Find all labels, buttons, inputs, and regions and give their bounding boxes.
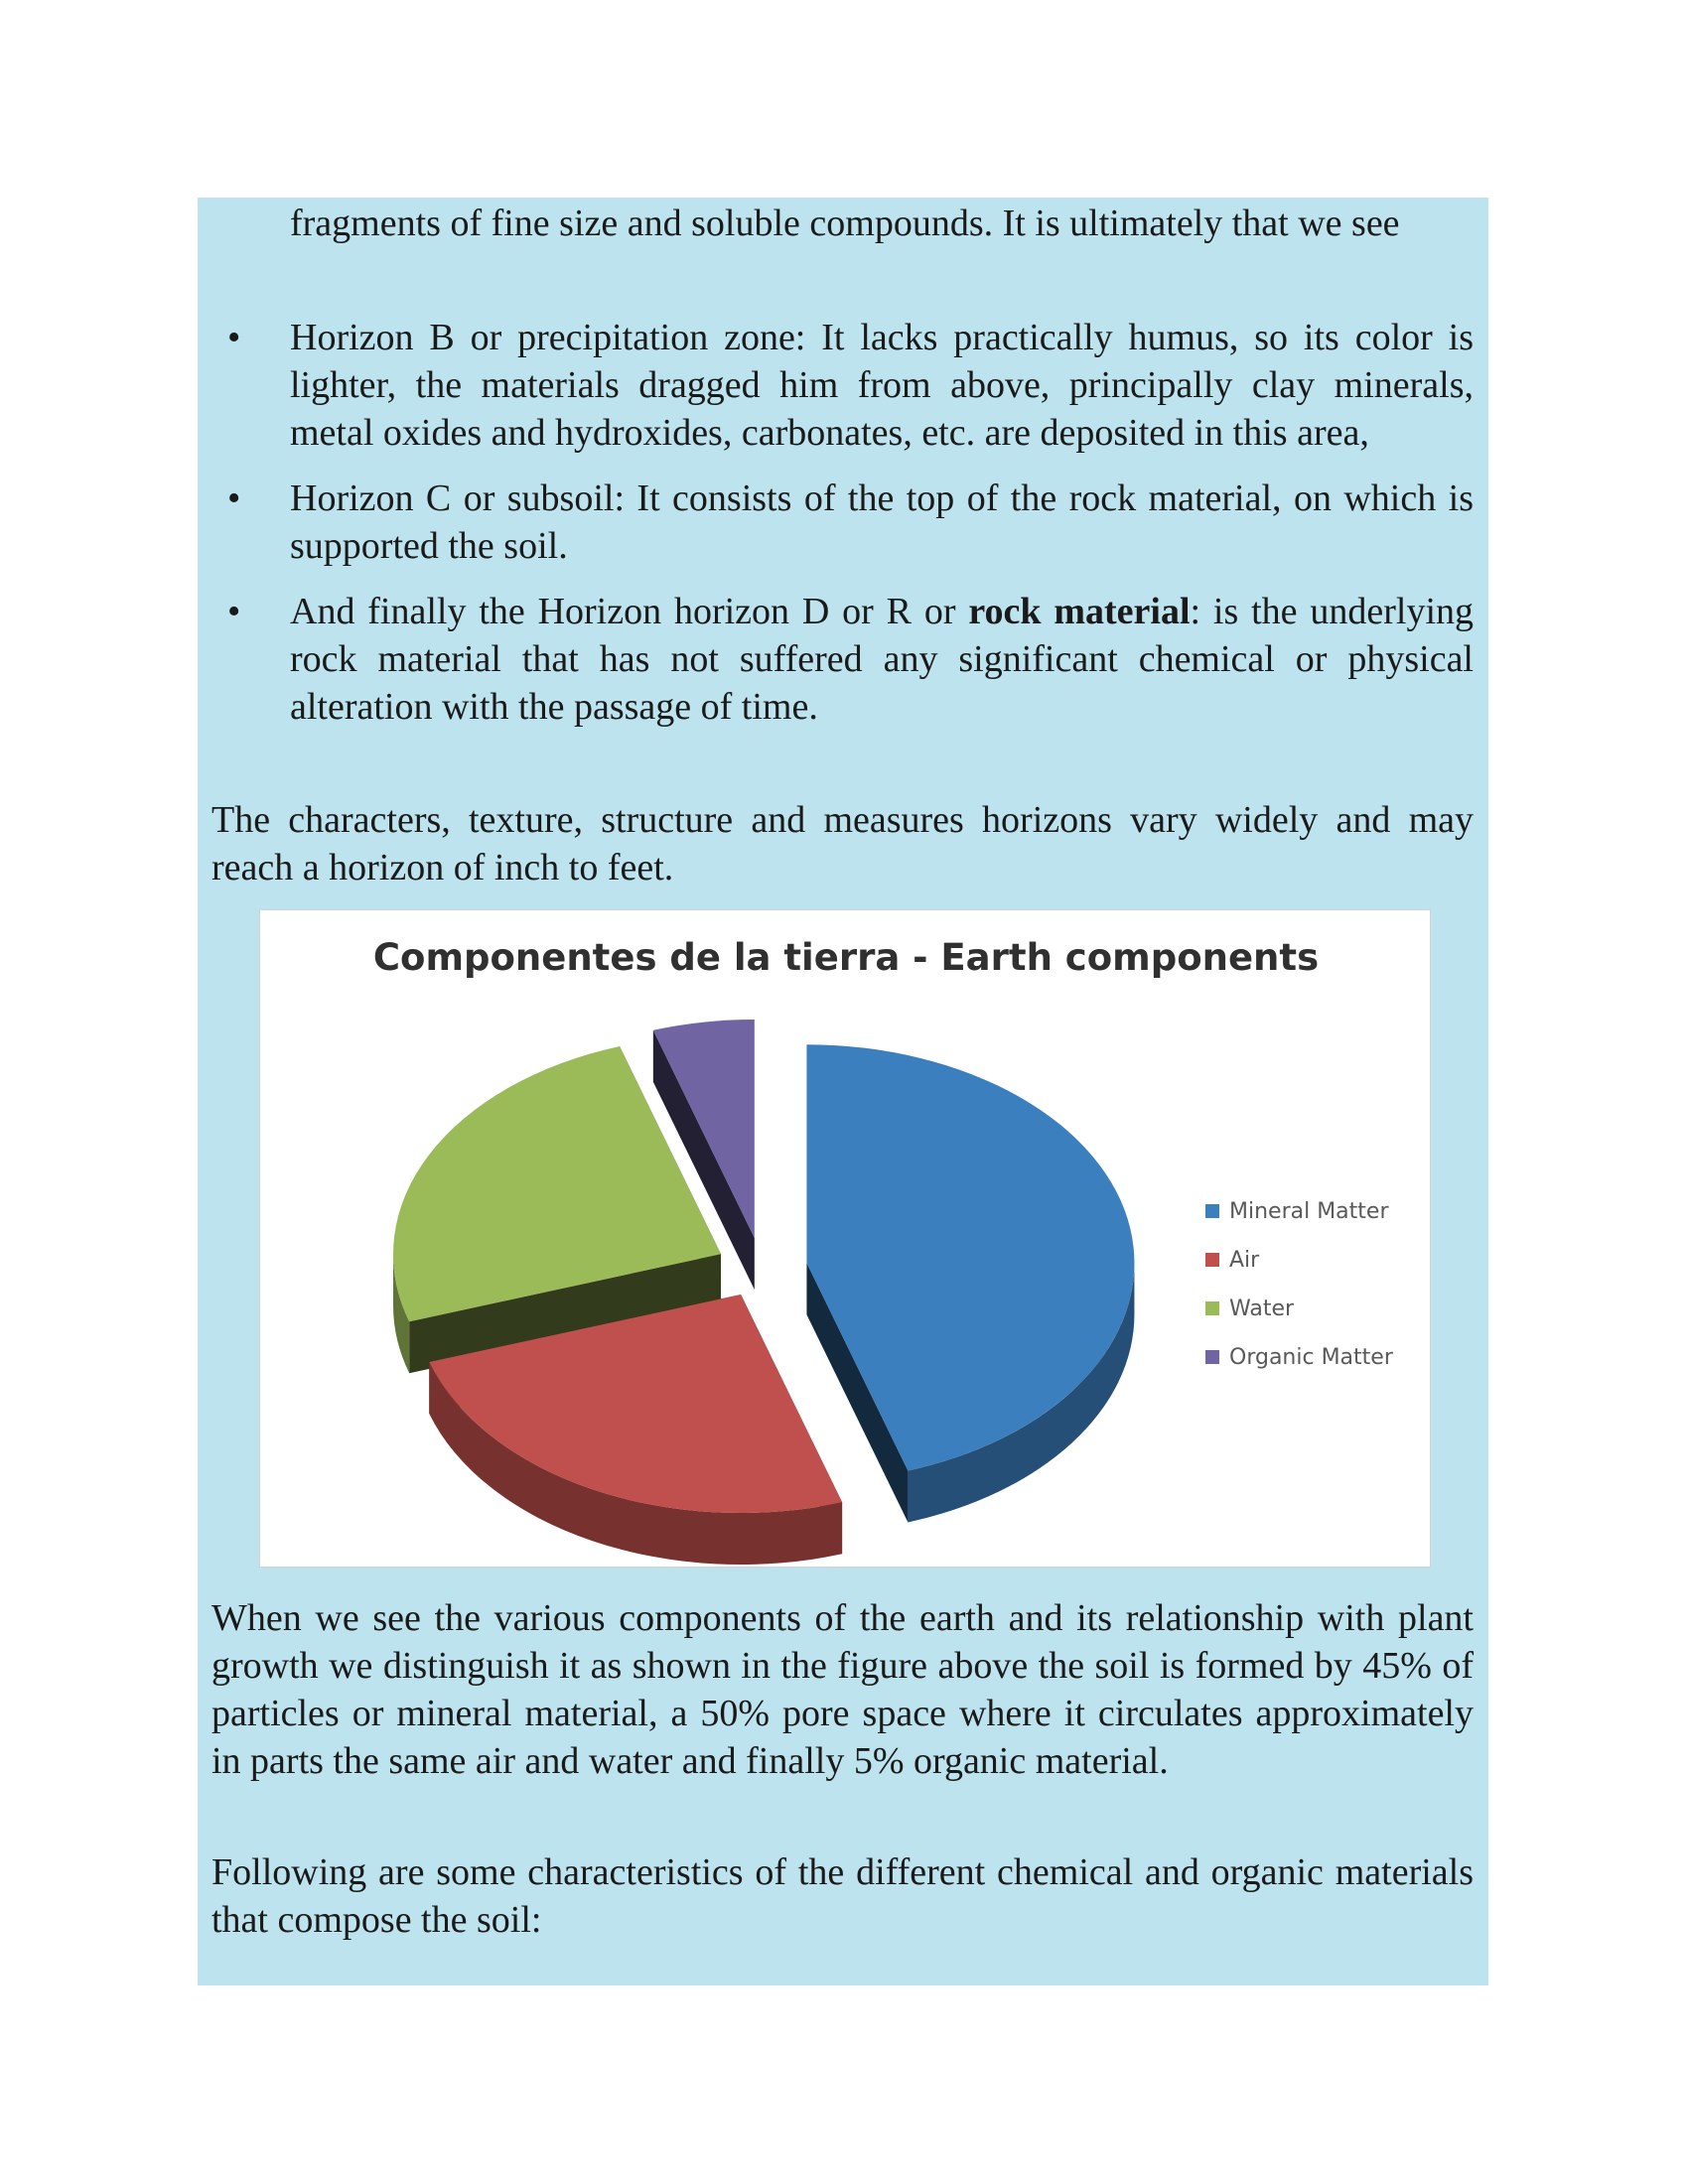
- bullet-text: Horizon B or precipitation zone: It lacks practically humus, so its color is lighter, the materials dragged him from above, principally clay minerals, metal oxides and hydroxides, carbonates, etc. are deposited in this area,: [290, 317, 1474, 454]
- paragraph: The characters, texture, structure and measures horizons vary widely and may reach a horizon of inch to feet.: [211, 799, 1474, 888]
- legend-label: Water: [1229, 1297, 1295, 1321]
- bold-term: rock material: [968, 591, 1191, 632]
- pie-slices: [393, 1020, 1134, 1565]
- bullet-icon: •: [227, 591, 241, 632]
- pie-chart: [259, 909, 1431, 1568]
- list-item: [219, 475, 1474, 570]
- legend-label: Mineral Matter: [1229, 1199, 1389, 1224]
- chart-legend: [1205, 1199, 1394, 1370]
- legend-swatch: [1205, 1350, 1219, 1364]
- chart-title: Componentes de la tierra - Earth components: [372, 936, 1320, 979]
- horizon-list: [219, 314, 1474, 749]
- legend-swatch: [1205, 1204, 1219, 1218]
- legend-swatch: [1205, 1253, 1219, 1267]
- bullet-text-end: : is the underlying rock material that has not suffered any significant chemical or physical alteration with the passage of time.: [290, 591, 1474, 728]
- paragraph: When we see the various components of the earth and its relationship with plant growth we distinguish it as shown in the figure above the soil is formed by 45% of particles or mineral material, a 50% pore space where it circulates approximately in parts the same air and water and finally 5% organic material.: [211, 1597, 1474, 1782]
- legend-swatch: [1205, 1301, 1219, 1315]
- list-item: [219, 588, 1474, 731]
- bullet-text: Horizon C or subsoil: It consists of the top of the rock material, on which is supported the soil.: [290, 478, 1474, 567]
- legend-label: Organic Matter: [1229, 1345, 1393, 1370]
- pie-slice-mineral-matter: [806, 1044, 1134, 1522]
- content-panel: [198, 198, 1488, 1985]
- pie-chart-svg: [260, 910, 1430, 1567]
- paragraph: Following are some characteristics of the different chemical and organic materials that compose the soil:: [211, 1851, 1474, 1941]
- continued-bullet-text: fragments of fine size and soluble compounds. It is ultimately that we see: [290, 203, 1400, 244]
- list-item: [219, 314, 1474, 457]
- legend-label: Air: [1229, 1248, 1260, 1273]
- bullet-icon: •: [227, 317, 241, 358]
- bullet-text-start: And finally the Horizon horizon D or R or: [290, 591, 969, 632]
- bullet-icon: •: [227, 478, 241, 519]
